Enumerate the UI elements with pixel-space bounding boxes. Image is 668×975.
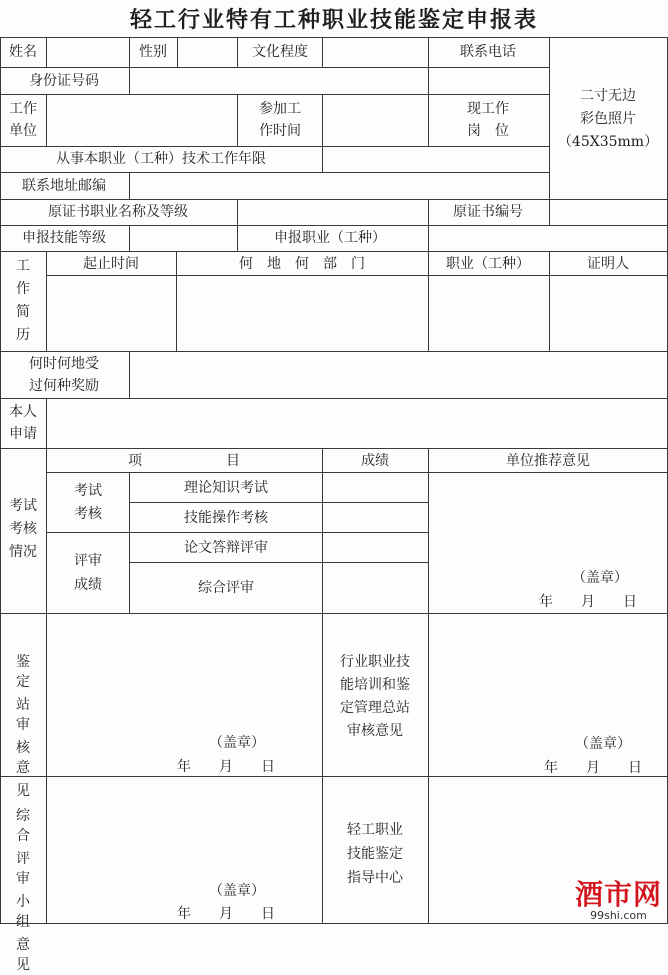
item-thesis: 论文答辩评审 (184, 540, 268, 556)
label-id-number: 身份证号码 (29, 73, 99, 89)
label-address: 联系地址邮编 (22, 178, 106, 194)
watermark-domain: 99shi.com (590, 909, 647, 922)
panel-date: 年 月 日 (177, 906, 275, 922)
watermark (575, 880, 662, 922)
industry-seal: （盖章） (575, 736, 631, 752)
col-period: 起止时间 (83, 256, 139, 272)
watermark-brand: 酒市网 (574, 878, 662, 911)
station-seal: （盖章） (209, 735, 265, 751)
col-witness: 证明人 (587, 256, 629, 272)
eval-group-2: 成绩 (74, 577, 102, 593)
center-3: 指导中心 (347, 870, 403, 886)
label-self-apply-2: 申请 (9, 426, 37, 442)
label-work-unit-1: 工作 (9, 101, 37, 117)
label-phone: 联系电话 (460, 44, 516, 60)
label-years: 从事本职业（工种）技术工作年限 (56, 151, 266, 167)
station-date: 年 月 日 (177, 759, 275, 775)
col-dept: 何 地 何 部 门 (239, 256, 365, 272)
col-job: 职业（工种） (446, 256, 530, 272)
recommend-date: 年 月 日 (539, 594, 637, 610)
label-apply-level: 申报技能等级 (22, 230, 106, 246)
label-awards-1: 何时何地受 (29, 356, 99, 372)
station-label: 鉴定 站审 核意 见 (16, 654, 30, 799)
label-education: 文化程度 (252, 44, 308, 60)
exam-group-1: 考试 (74, 483, 102, 499)
col-item: 项 目 (128, 453, 240, 469)
label-current-post-1: 现工作 (467, 101, 509, 117)
industry-review-3: 定管理总站 (340, 700, 410, 716)
label-start-work-1: 参加工 (259, 101, 301, 117)
label-gender: 性别 (139, 44, 167, 60)
label-name: 姓名 (9, 44, 37, 60)
label-self-apply-1: 本人 (9, 404, 37, 420)
item-overall: 综合评审 (198, 580, 254, 596)
industry-review-4: 审核意见 (347, 723, 403, 739)
panel-seal: （盖章） (209, 883, 265, 899)
col-score: 成绩 (361, 453, 389, 469)
label-current-post-2: 岗 位 (467, 123, 509, 139)
label-awards-2: 过何种奖励 (29, 378, 99, 394)
photo-line-1: 二寸无边 (580, 88, 636, 104)
industry-date: 年 月 日 (544, 760, 642, 776)
form-title: 轻工行业特有工种职业技能鉴定申报表 (129, 7, 538, 33)
col-recommend: 单位推荐意见 (506, 453, 590, 469)
center-2: 技能鉴定 (347, 846, 403, 862)
recommend-seal: （盖章） (572, 570, 628, 586)
industry-review-2: 能培训和鉴 (340, 677, 410, 693)
exam-label-3: 情况 (9, 544, 37, 560)
exam-label-1: 考试 (9, 498, 37, 514)
photo-line-2: 彩色照片 (580, 111, 636, 127)
item-skill: 技能操作考核 (184, 510, 268, 526)
exam-label-2: 考核 (9, 521, 37, 537)
item-theory: 理论知识考试 (184, 480, 268, 496)
label-start-work-2: 作时间 (259, 123, 301, 139)
center-1: 轻工职业 (347, 822, 403, 838)
label-work-unit-2: 单位 (9, 123, 37, 139)
eval-group-1: 评审 (74, 553, 102, 569)
label-orig-cert-no: 原证书编号 (453, 204, 523, 220)
exam-group-2: 考核 (74, 506, 102, 522)
panel-label: 综合 评审 小组 意见 (16, 808, 30, 973)
photo-line-3: （45X35mm） (557, 134, 659, 150)
label-orig-cert: 原证书职业名称及等级 (48, 204, 188, 220)
label-apply-job: 申报职业（工种） (274, 230, 386, 246)
industry-review-1: 行业职业技 (340, 654, 410, 670)
resume-label: 工 作 简 历 (16, 258, 30, 343)
